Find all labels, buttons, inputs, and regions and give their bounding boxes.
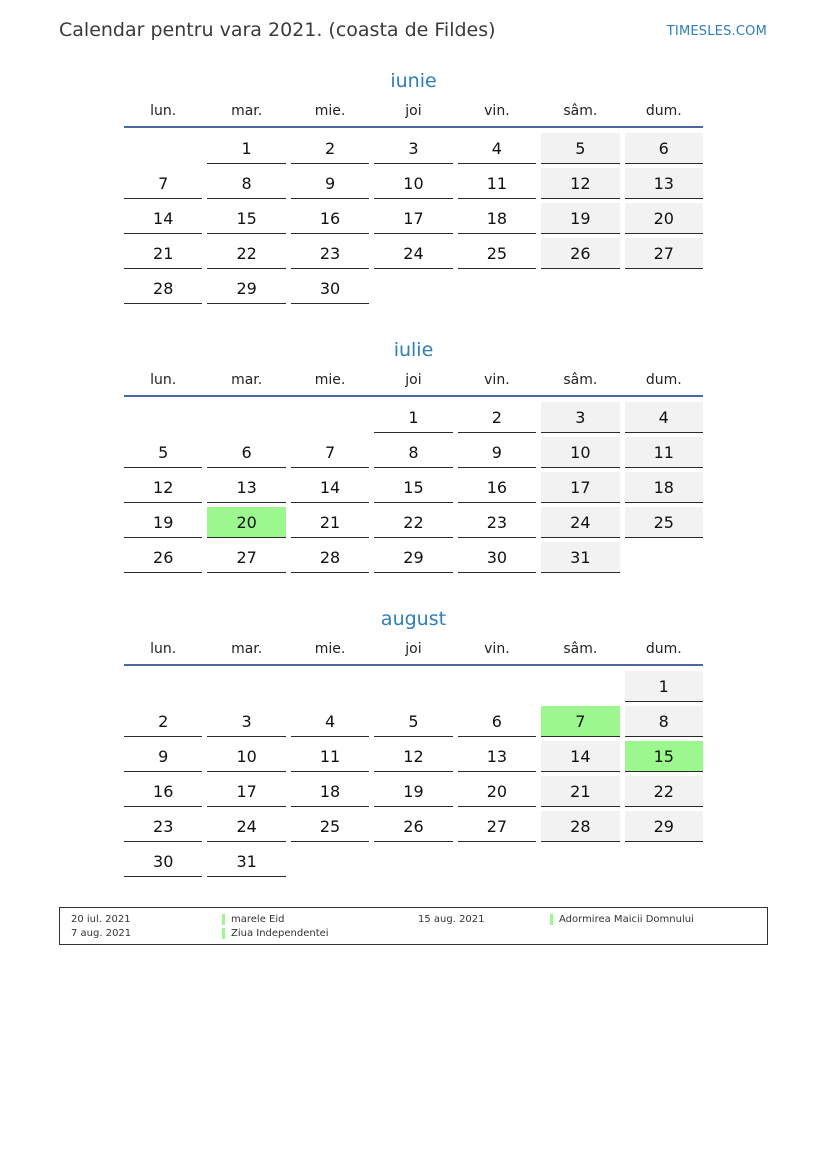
day-cell: 31	[207, 846, 285, 877]
weekday-label: sâm.	[563, 103, 598, 119]
day-cell: 28	[124, 273, 202, 304]
day-cell: 8	[625, 706, 703, 737]
day-cell: 1	[374, 402, 452, 433]
day-cell: 25	[291, 811, 369, 842]
day-cell: 14	[124, 203, 202, 234]
empty-cell	[374, 846, 452, 877]
day-cell: 14	[291, 472, 369, 503]
day-cell: 24	[541, 507, 619, 538]
day-cell: 19	[541, 203, 619, 234]
week-row	[124, 168, 703, 199]
weekday-label: mar.	[231, 103, 263, 119]
weekday-label: joi	[405, 641, 422, 657]
month-divider	[124, 664, 703, 666]
legend-date: 15 aug. 2021	[418, 914, 485, 925]
day-cell: 13	[625, 168, 703, 199]
day-cell: 7	[124, 168, 202, 199]
day-cell: 8	[207, 168, 285, 199]
day-cell: 30	[124, 846, 202, 877]
empty-cell	[541, 671, 619, 702]
day-cell: 23	[291, 238, 369, 269]
day-cell: 22	[207, 238, 285, 269]
day-cell: 5	[374, 706, 452, 737]
day-cell: 9	[458, 437, 536, 468]
day-cell: 8	[374, 437, 452, 468]
day-cell: 28	[291, 542, 369, 573]
legend-holiday-name: Adormirea Maicii Domnului	[559, 914, 694, 925]
day-cell: 18	[291, 776, 369, 807]
week-row	[124, 507, 703, 538]
weekday-label: vin.	[484, 103, 510, 119]
day-cell: 12	[541, 168, 619, 199]
day-cell: 17	[541, 472, 619, 503]
legend-date: 20 iul. 2021	[71, 914, 131, 925]
weekday-label: mar.	[231, 641, 263, 657]
week-row	[124, 273, 703, 304]
day-cell: 9	[291, 168, 369, 199]
empty-cell	[458, 671, 536, 702]
empty-cell	[374, 273, 452, 304]
week-row	[124, 776, 703, 807]
empty-cell	[541, 273, 619, 304]
week-row	[124, 811, 703, 842]
week-row	[124, 741, 703, 772]
empty-cell	[625, 273, 703, 304]
day-cell: 29	[374, 542, 452, 573]
week-row	[124, 706, 703, 737]
day-cell: 28	[541, 811, 619, 842]
day-cell: 11	[291, 741, 369, 772]
weekday-label: dum.	[645, 372, 682, 388]
day-cell: 1	[207, 133, 285, 164]
legend-holiday-name: marele Eid	[231, 914, 285, 925]
day-cell: 3	[374, 133, 452, 164]
day-cell: 18	[625, 472, 703, 503]
weekday-label: sâm.	[563, 372, 598, 388]
weekday-label: mie.	[314, 372, 346, 388]
week-grid	[124, 671, 703, 877]
day-cell: 4	[458, 133, 536, 164]
month-divider	[124, 126, 703, 128]
day-cell: 6	[207, 437, 285, 468]
day-cell: 12	[374, 741, 452, 772]
day-cell: 15	[207, 203, 285, 234]
empty-cell	[625, 542, 703, 573]
week-grid	[124, 133, 703, 304]
day-cell: 29	[207, 273, 285, 304]
day-cell: 22	[374, 507, 452, 538]
day-cell: 15	[374, 472, 452, 503]
empty-cell	[625, 846, 703, 877]
weekday-label: vin.	[484, 372, 510, 388]
day-cell: 24	[374, 238, 452, 269]
week-row	[124, 133, 703, 164]
day-cell: 11	[458, 168, 536, 199]
week-row	[124, 402, 703, 433]
day-cell: 27	[625, 238, 703, 269]
day-cell: 27	[207, 542, 285, 573]
empty-cell	[541, 846, 619, 877]
day-cell: 23	[458, 507, 536, 538]
day-cell: 16	[458, 472, 536, 503]
holiday-marker	[222, 914, 225, 925]
weekday-header	[124, 101, 703, 125]
day-cell: 27	[458, 811, 536, 842]
day-cell: 25	[458, 238, 536, 269]
day-cell: 6	[458, 706, 536, 737]
day-cell: 5	[124, 437, 202, 468]
week-row	[124, 671, 703, 702]
empty-cell	[124, 133, 202, 164]
weekday-header	[124, 370, 703, 394]
page-title: Calendar pentru vara 2021. (coasta de Fildes)	[59, 19, 496, 41]
day-cell: 13	[207, 472, 285, 503]
day-cell: 26	[541, 238, 619, 269]
day-cell: 2	[124, 706, 202, 737]
month-iunie	[124, 68, 703, 304]
day-cell: 2	[458, 402, 536, 433]
day-cell: 11	[625, 437, 703, 468]
week-row	[124, 472, 703, 503]
day-cell: 20	[625, 203, 703, 234]
day-cell: 3	[207, 706, 285, 737]
day-cell: 29	[625, 811, 703, 842]
empty-cell	[458, 846, 536, 877]
month-divider	[124, 395, 703, 397]
day-cell: 30	[458, 542, 536, 573]
day-cell: 23	[124, 811, 202, 842]
month-title: august	[380, 608, 447, 630]
month-title: iulie	[393, 339, 434, 361]
holiday-legend	[59, 907, 768, 945]
day-cell: 21	[541, 776, 619, 807]
day-cell: 22	[625, 776, 703, 807]
day-cell: 1	[625, 671, 703, 702]
weekday-header	[124, 639, 703, 663]
day-cell: 7	[291, 437, 369, 468]
day-cell: 10	[541, 437, 619, 468]
month-title: iunie	[390, 70, 437, 92]
weekday-label: mar.	[231, 372, 263, 388]
week-grid	[124, 402, 703, 573]
empty-cell	[207, 671, 285, 702]
week-row	[124, 846, 703, 877]
holiday-marker	[222, 928, 225, 939]
empty-cell	[291, 671, 369, 702]
day-cell: 19	[374, 776, 452, 807]
day-cell: 26	[124, 542, 202, 573]
day-cell: 6	[625, 133, 703, 164]
day-cell: 12	[124, 472, 202, 503]
weekday-label: dum.	[645, 641, 682, 657]
day-cell: 26	[374, 811, 452, 842]
week-row	[124, 542, 703, 573]
holiday-day-cell: 20	[207, 507, 285, 538]
day-cell: 4	[625, 402, 703, 433]
day-cell: 25	[625, 507, 703, 538]
holiday-day-cell: 15	[625, 741, 703, 772]
day-cell: 20	[458, 776, 536, 807]
day-cell: 5	[541, 133, 619, 164]
empty-cell	[124, 402, 202, 433]
day-cell: 10	[374, 168, 452, 199]
day-cell: 17	[374, 203, 452, 234]
day-cell: 19	[124, 507, 202, 538]
weekday-label: vin.	[484, 641, 510, 657]
empty-cell	[207, 402, 285, 433]
holiday-day-cell: 7	[541, 706, 619, 737]
day-cell: 14	[541, 741, 619, 772]
empty-cell	[458, 273, 536, 304]
holiday-marker	[550, 914, 553, 925]
day-cell: 16	[124, 776, 202, 807]
empty-cell	[124, 671, 202, 702]
week-row	[124, 437, 703, 468]
weekday-label: lun.	[150, 103, 177, 119]
day-cell: 2	[291, 133, 369, 164]
weekday-label: lun.	[150, 641, 177, 657]
day-cell: 4	[291, 706, 369, 737]
week-row	[124, 203, 703, 234]
day-cell: 17	[207, 776, 285, 807]
day-cell: 10	[207, 741, 285, 772]
brand-logo[interactable]: TIMESLES.COM	[666, 24, 767, 39]
legend-holiday-name: Ziua Independentei	[231, 928, 329, 939]
empty-cell	[291, 846, 369, 877]
month-august	[124, 606, 703, 877]
weekday-label: dum.	[645, 103, 682, 119]
day-cell: 30	[291, 273, 369, 304]
day-cell: 9	[124, 741, 202, 772]
day-cell: 3	[541, 402, 619, 433]
day-cell: 21	[291, 507, 369, 538]
legend-date: 7 aug. 2021	[71, 928, 132, 939]
day-cell: 21	[124, 238, 202, 269]
weekday-label: joi	[405, 372, 422, 388]
weekday-label: mie.	[314, 103, 346, 119]
day-cell: 24	[207, 811, 285, 842]
weekday-label: lun.	[150, 372, 177, 388]
weekday-label: sâm.	[563, 641, 598, 657]
day-cell: 18	[458, 203, 536, 234]
day-cell: 13	[458, 741, 536, 772]
day-cell: 16	[291, 203, 369, 234]
empty-cell	[374, 671, 452, 702]
day-cell: 31	[541, 542, 619, 573]
week-row	[124, 238, 703, 269]
weekday-label: mie.	[314, 641, 346, 657]
month-iulie	[124, 337, 703, 573]
empty-cell	[291, 402, 369, 433]
weekday-label: joi	[405, 103, 422, 119]
